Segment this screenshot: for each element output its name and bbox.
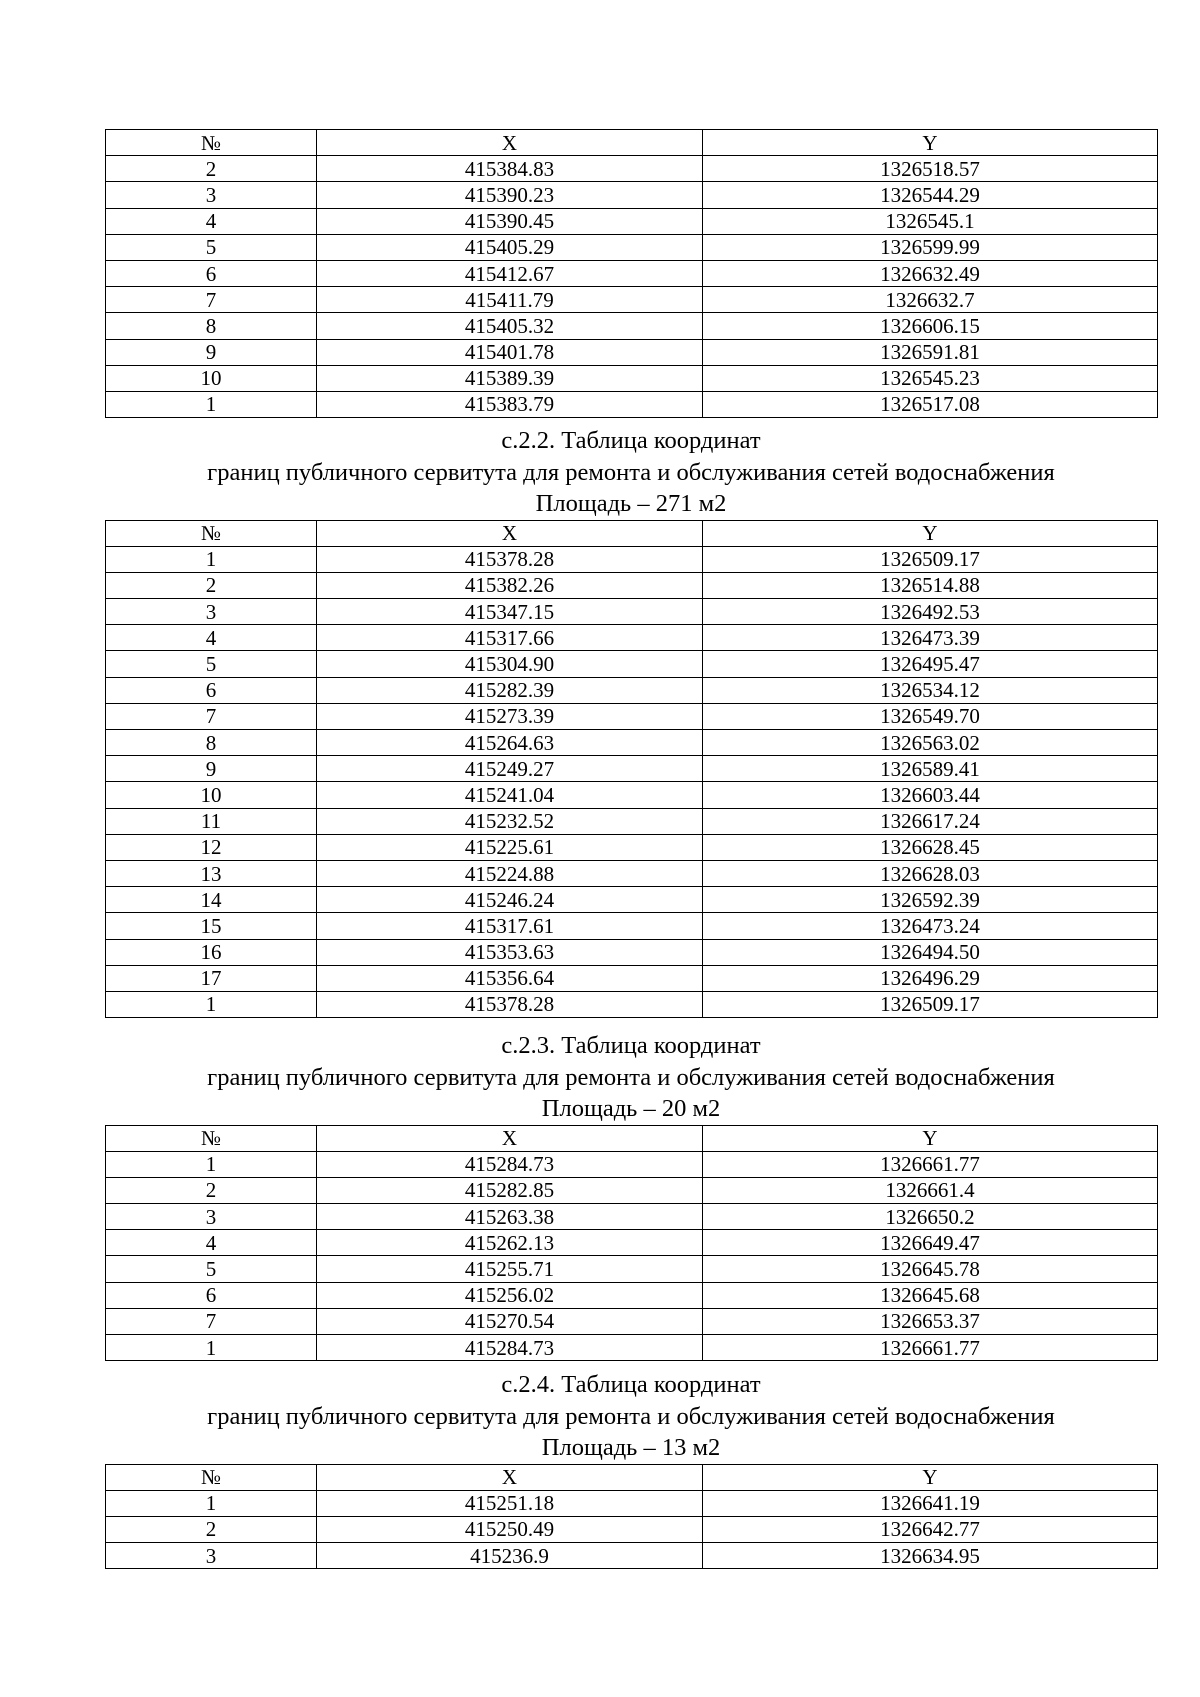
point-number: 8 bbox=[106, 313, 317, 339]
x-coordinate: 415383.79 bbox=[317, 391, 703, 417]
y-coordinate: 1326603.44 bbox=[703, 782, 1158, 808]
table-row bbox=[106, 1543, 1158, 1569]
point-number: 1 bbox=[106, 1151, 317, 1177]
x-coordinate: 415282.39 bbox=[317, 677, 703, 703]
point-number: 16 bbox=[106, 939, 317, 965]
table-caption bbox=[105, 1030, 1157, 1125]
table-row bbox=[106, 572, 1158, 598]
y-coordinate: 1326632.7 bbox=[703, 287, 1158, 313]
header-y: Y bbox=[703, 1125, 1158, 1151]
x-coordinate: 415378.28 bbox=[317, 546, 703, 572]
point-number: 1 bbox=[106, 391, 317, 417]
table-subtitle: границ публичного сервитута для ремонта и обслуживания сетей водоснабжения bbox=[207, 1063, 1055, 1091]
table-subtitle: границ публичного сервитута для ремонта и обслуживания сетей водоснабжения bbox=[207, 1402, 1055, 1430]
table-title: с.2.2. Таблица координат bbox=[501, 427, 761, 454]
x-coordinate: 415389.39 bbox=[317, 365, 703, 391]
y-coordinate: 1326473.24 bbox=[703, 913, 1158, 939]
point-number: 3 bbox=[106, 182, 317, 208]
y-coordinate: 1326517.08 bbox=[703, 391, 1158, 417]
point-number: 10 bbox=[106, 365, 317, 391]
coordinate-table bbox=[105, 129, 1158, 418]
table-row bbox=[106, 834, 1158, 860]
table-row bbox=[106, 677, 1158, 703]
table-row bbox=[106, 808, 1158, 834]
header-x: X bbox=[317, 130, 703, 156]
x-coordinate: 415251.18 bbox=[317, 1490, 703, 1516]
table-row bbox=[106, 703, 1158, 729]
coordinate-table bbox=[105, 1464, 1158, 1570]
x-coordinate: 415405.29 bbox=[317, 234, 703, 260]
x-coordinate: 415262.13 bbox=[317, 1230, 703, 1256]
x-coordinate: 415390.23 bbox=[317, 182, 703, 208]
y-coordinate: 1326496.29 bbox=[703, 965, 1158, 991]
table-row bbox=[106, 730, 1158, 756]
table-row bbox=[106, 913, 1158, 939]
point-number: 6 bbox=[106, 260, 317, 286]
x-coordinate: 415347.15 bbox=[317, 599, 703, 625]
y-coordinate: 1326592.39 bbox=[703, 887, 1158, 913]
y-coordinate: 1326650.2 bbox=[703, 1204, 1158, 1230]
table-title: с.2.3. Таблица координат bbox=[501, 1032, 761, 1059]
y-coordinate: 1326645.68 bbox=[703, 1282, 1158, 1308]
y-coordinate: 1326473.39 bbox=[703, 625, 1158, 651]
table-row bbox=[106, 1308, 1158, 1334]
point-number: 2 bbox=[106, 572, 317, 598]
header-y: Y bbox=[703, 520, 1158, 546]
coordinate-table bbox=[105, 520, 1158, 1019]
x-coordinate: 415282.85 bbox=[317, 1177, 703, 1203]
point-number: 6 bbox=[106, 1282, 317, 1308]
point-number: 1 bbox=[106, 1335, 317, 1361]
x-coordinate: 415284.73 bbox=[317, 1151, 703, 1177]
x-coordinate: 415250.49 bbox=[317, 1516, 703, 1542]
table-row bbox=[106, 1204, 1158, 1230]
x-coordinate: 415390.45 bbox=[317, 208, 703, 234]
y-coordinate: 1326509.17 bbox=[703, 991, 1158, 1017]
table-header-row bbox=[106, 1125, 1158, 1151]
y-coordinate: 1326534.12 bbox=[703, 677, 1158, 703]
y-coordinate: 1326661.77 bbox=[703, 1151, 1158, 1177]
y-coordinate: 1326599.99 bbox=[703, 234, 1158, 260]
y-coordinate: 1326589.41 bbox=[703, 756, 1158, 782]
y-coordinate: 1326591.81 bbox=[703, 339, 1158, 365]
y-coordinate: 1326549.70 bbox=[703, 703, 1158, 729]
table-row bbox=[106, 208, 1158, 234]
point-number: 2 bbox=[106, 1177, 317, 1203]
x-coordinate: 415273.39 bbox=[317, 703, 703, 729]
x-coordinate: 415232.52 bbox=[317, 808, 703, 834]
header-y: Y bbox=[703, 1464, 1158, 1490]
table-row bbox=[106, 1230, 1158, 1256]
table-subtitle: границ публичного сервитута для ремонта и обслуживания сетей водоснабжения bbox=[207, 458, 1055, 486]
table-row bbox=[106, 1335, 1158, 1361]
x-coordinate: 415263.38 bbox=[317, 1204, 703, 1230]
table-row bbox=[106, 1490, 1158, 1516]
x-coordinate: 415236.9 bbox=[317, 1543, 703, 1569]
table-row bbox=[106, 651, 1158, 677]
x-coordinate: 415284.73 bbox=[317, 1335, 703, 1361]
table-row bbox=[106, 625, 1158, 651]
table-row bbox=[106, 887, 1158, 913]
x-coordinate: 415401.78 bbox=[317, 339, 703, 365]
table-row bbox=[106, 1177, 1158, 1203]
table-row bbox=[106, 365, 1158, 391]
y-coordinate: 1326645.78 bbox=[703, 1256, 1158, 1282]
x-coordinate: 415270.54 bbox=[317, 1308, 703, 1334]
header-number: № bbox=[106, 520, 317, 546]
point-number: 7 bbox=[106, 287, 317, 313]
x-coordinate: 415264.63 bbox=[317, 730, 703, 756]
x-coordinate: 415317.66 bbox=[317, 625, 703, 651]
point-number: 3 bbox=[106, 599, 317, 625]
header-x: X bbox=[317, 520, 703, 546]
y-coordinate: 1326563.02 bbox=[703, 730, 1158, 756]
x-coordinate: 415256.02 bbox=[317, 1282, 703, 1308]
point-number: 2 bbox=[106, 1516, 317, 1542]
table-row bbox=[106, 991, 1158, 1017]
table-caption bbox=[105, 1369, 1157, 1464]
table-row bbox=[106, 313, 1158, 339]
point-number: 2 bbox=[106, 156, 317, 182]
x-coordinate: 415353.63 bbox=[317, 939, 703, 965]
table-row bbox=[106, 260, 1158, 286]
y-coordinate: 1326661.4 bbox=[703, 1177, 1158, 1203]
table-header-row bbox=[106, 1464, 1158, 1490]
point-number: 5 bbox=[106, 1256, 317, 1282]
table-row bbox=[106, 287, 1158, 313]
table-row bbox=[106, 782, 1158, 808]
header-number: № bbox=[106, 1125, 317, 1151]
point-number: 7 bbox=[106, 703, 317, 729]
table-row bbox=[106, 546, 1158, 572]
x-coordinate: 415412.67 bbox=[317, 260, 703, 286]
point-number: 15 bbox=[106, 913, 317, 939]
point-number: 3 bbox=[106, 1204, 317, 1230]
table-row bbox=[106, 1516, 1158, 1542]
x-coordinate: 415241.04 bbox=[317, 782, 703, 808]
coordinate-block bbox=[105, 425, 1157, 1018]
x-coordinate: 415317.61 bbox=[317, 913, 703, 939]
table-row bbox=[106, 391, 1158, 417]
table-row bbox=[106, 234, 1158, 260]
y-coordinate: 1326509.17 bbox=[703, 546, 1158, 572]
header-number: № bbox=[106, 130, 317, 156]
y-coordinate: 1326641.19 bbox=[703, 1490, 1158, 1516]
y-coordinate: 1326518.57 bbox=[703, 156, 1158, 182]
y-coordinate: 1326606.15 bbox=[703, 313, 1158, 339]
y-coordinate: 1326632.49 bbox=[703, 260, 1158, 286]
point-number: 4 bbox=[106, 208, 317, 234]
point-number: 1 bbox=[106, 991, 317, 1017]
table-row bbox=[106, 939, 1158, 965]
x-coordinate: 415225.61 bbox=[317, 834, 703, 860]
x-coordinate: 415405.32 bbox=[317, 313, 703, 339]
coordinate-table bbox=[105, 1125, 1158, 1362]
point-number: 9 bbox=[106, 756, 317, 782]
coordinate-block bbox=[105, 129, 1157, 418]
table-title: с.2.4. Таблица координат bbox=[501, 1371, 761, 1398]
x-coordinate: 415224.88 bbox=[317, 860, 703, 886]
x-coordinate: 415356.64 bbox=[317, 965, 703, 991]
table-row bbox=[106, 756, 1158, 782]
point-number: 13 bbox=[106, 860, 317, 886]
point-number: 14 bbox=[106, 887, 317, 913]
point-number: 4 bbox=[106, 625, 317, 651]
y-coordinate: 1326545.1 bbox=[703, 208, 1158, 234]
y-coordinate: 1326545.23 bbox=[703, 365, 1158, 391]
table-row bbox=[106, 1151, 1158, 1177]
area-label: Площадь – 13 м2 bbox=[541, 1434, 721, 1461]
table-header-row bbox=[106, 520, 1158, 546]
point-number: 3 bbox=[106, 1543, 317, 1569]
table-row bbox=[106, 339, 1158, 365]
x-coordinate: 415384.83 bbox=[317, 156, 703, 182]
x-coordinate: 415249.27 bbox=[317, 756, 703, 782]
point-number: 8 bbox=[106, 730, 317, 756]
y-coordinate: 1326653.37 bbox=[703, 1308, 1158, 1334]
x-coordinate: 415304.90 bbox=[317, 651, 703, 677]
point-number: 1 bbox=[106, 546, 317, 572]
y-coordinate: 1326634.95 bbox=[703, 1543, 1158, 1569]
x-coordinate: 415411.79 bbox=[317, 287, 703, 313]
coordinate-block bbox=[105, 1030, 1157, 1361]
y-coordinate: 1326617.24 bbox=[703, 808, 1158, 834]
x-coordinate: 415246.24 bbox=[317, 887, 703, 913]
table-row bbox=[106, 860, 1158, 886]
y-coordinate: 1326628.45 bbox=[703, 834, 1158, 860]
table-row bbox=[106, 182, 1158, 208]
header-x: X bbox=[317, 1125, 703, 1151]
header-number: № bbox=[106, 1464, 317, 1490]
point-number: 11 bbox=[106, 808, 317, 834]
x-coordinate: 415382.26 bbox=[317, 572, 703, 598]
point-number: 6 bbox=[106, 677, 317, 703]
table-row bbox=[106, 965, 1158, 991]
y-coordinate: 1326492.53 bbox=[703, 599, 1158, 625]
point-number: 7 bbox=[106, 1308, 317, 1334]
table-caption bbox=[105, 425, 1157, 520]
y-coordinate: 1326649.47 bbox=[703, 1230, 1158, 1256]
y-coordinate: 1326661.77 bbox=[703, 1335, 1158, 1361]
y-coordinate: 1326514.88 bbox=[703, 572, 1158, 598]
y-coordinate: 1326642.77 bbox=[703, 1516, 1158, 1542]
coordinate-block bbox=[105, 1369, 1157, 1569]
table-row bbox=[106, 599, 1158, 625]
x-coordinate: 415378.28 bbox=[317, 991, 703, 1017]
table-header-row bbox=[106, 130, 1158, 156]
y-coordinate: 1326544.29 bbox=[703, 182, 1158, 208]
point-number: 17 bbox=[106, 965, 317, 991]
table-row bbox=[106, 1256, 1158, 1282]
point-number: 10 bbox=[106, 782, 317, 808]
point-number: 5 bbox=[106, 651, 317, 677]
area-label: Площадь – 271 м2 bbox=[535, 490, 727, 517]
point-number: 5 bbox=[106, 234, 317, 260]
y-coordinate: 1326495.47 bbox=[703, 651, 1158, 677]
area-label: Площадь – 20 м2 bbox=[541, 1095, 721, 1122]
table-row bbox=[106, 156, 1158, 182]
point-number: 12 bbox=[106, 834, 317, 860]
table-row bbox=[106, 1282, 1158, 1308]
y-coordinate: 1326628.03 bbox=[703, 860, 1158, 886]
x-coordinate: 415255.71 bbox=[317, 1256, 703, 1282]
point-number: 9 bbox=[106, 339, 317, 365]
header-x: X bbox=[317, 1464, 703, 1490]
point-number: 1 bbox=[106, 1490, 317, 1516]
y-coordinate: 1326494.50 bbox=[703, 939, 1158, 965]
point-number: 4 bbox=[106, 1230, 317, 1256]
header-y: Y bbox=[703, 130, 1158, 156]
